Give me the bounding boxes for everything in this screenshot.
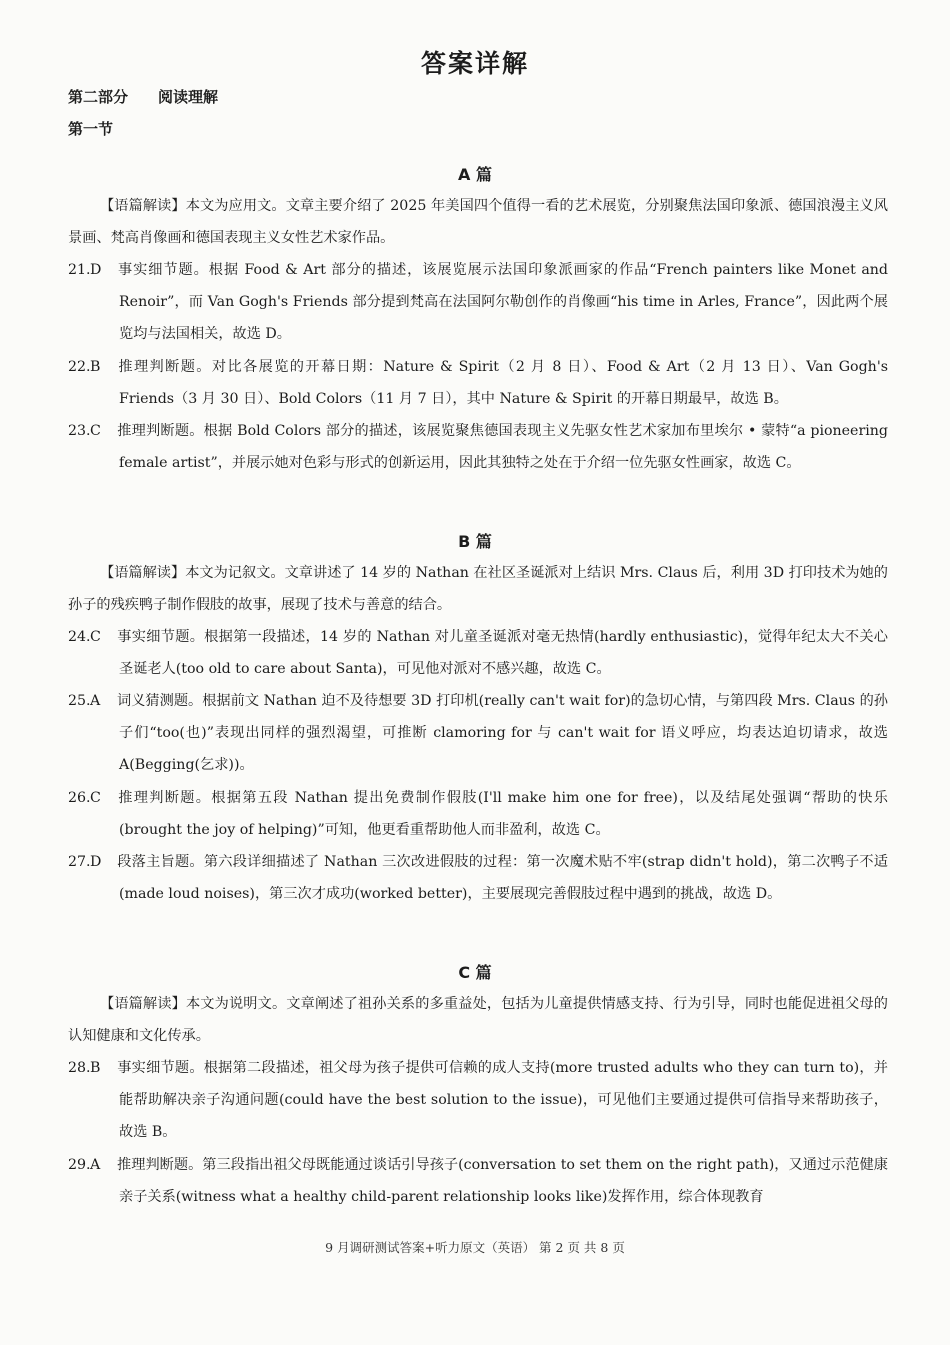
page-footer: 9 月调研测试答案+听力原文（英语） 第 2 页 共 8 页 — [325, 1240, 625, 1255]
answer-item — [68, 351, 888, 415]
answer-key: C — [90, 629, 101, 645]
answer-item — [68, 1149, 888, 1213]
passage-c-intro: 【语篇解读】本文为说明文。文章阐述了祖孙关系的多重益处，包括为儿童提供情感支持、行为引导，同时也能促进祖父母的认知健康和文化传承。 — [68, 996, 888, 1044]
answer-item — [68, 685, 888, 781]
answer-number: 22. — [68, 359, 91, 375]
part-header — [68, 86, 218, 107]
answer-key: A — [90, 693, 101, 709]
answer-item — [68, 846, 888, 910]
answer-explanation: 词义猜测题。根据前文 Nathan 迫不及待想要 3D 打印机(really can't wait for)的急切心情，与第四段 Mrs. Claus 的孙子们“too(也)”表现出同样的强烈渴望，可推断 clamoring for 与 can't wait for 语义呼应，均表达迫切请求，故选 A(Begging(乞求))。 — [117, 693, 888, 773]
part-name: 阅读理解 — [158, 88, 219, 106]
answer-number: 26. — [68, 790, 91, 806]
answer-number: 27. — [68, 854, 91, 870]
answer-number: 29. — [68, 1157, 91, 1173]
answer-explanation: 推理判断题。第三段指出祖父母既能通过谈话引导孩子(conversation to set them on the right path)，又通过示范健康亲子关系(witness what a healthy child-parent relationship looks like)发挥作用，综合体现教育 — [117, 1157, 888, 1205]
passage-a-heading: A 篇 — [458, 165, 492, 184]
answer-key: D — [90, 262, 102, 278]
answer-number: 28. — [68, 1060, 91, 1076]
passage-b-heading: B 篇 — [458, 532, 492, 551]
answer-key: A — [90, 1157, 101, 1173]
answer-key: C — [90, 423, 101, 439]
passage-c-heading: C 篇 — [458, 963, 492, 982]
answer-explanation: 段落主旨题。第六段详细描述了 Nathan 三次改进假肢的过程：第一次魔术贴不牢(strap didn't hold)，第二次鸭子不适(made loud noises)，第三次才成功(worked better)，主要展现完善假肢过程中遇到的挑战，故选 D。 — [117, 854, 888, 902]
page-title: 答案详解 — [420, 49, 529, 78]
passage-b-intro: 【语篇解读】本文为记叙文。文章讲述了 14 岁的 Nathan 在社区圣诞派对上结识 Mrs. Claus 后，利用 3D 打印技术为她的孙子的残疾鸭子制作假肢的故事，展现了技术与善意的结合。 — [68, 565, 888, 613]
answer-number: 25. — [68, 693, 91, 709]
answer-number: 21. — [68, 262, 91, 278]
answer-number: 24. — [68, 629, 91, 645]
answer-key: B — [90, 359, 101, 375]
section-header: 第一节 — [68, 120, 114, 138]
answer-number: 23. — [68, 423, 91, 439]
answer-explanation: 推理判断题。根据 Bold Colors 部分的描述，该展览聚焦德国表现主义先驱女性艺术家加布里埃尔 • 蒙特“a pioneering female artist”，并展示她对色彩与形式的创新运用，因此其独特之处在于介绍一位先驱女性画家，故选 C。 — [117, 423, 888, 471]
answer-item — [68, 415, 888, 479]
answer-key: D — [90, 854, 102, 870]
answer-item — [68, 1052, 888, 1148]
answer-key: B — [90, 1060, 101, 1076]
answer-explanation: 推理判断题。对比各展览的开幕日期：Nature & Spirit（2 月 8 日）、Food & Art（2 月 13 日）、Van Gogh's Friends（3 月 30 日）、Bold Colors（11 月 7 日），其中 Nature & Spirit 的开幕日期最早，故选 B。 — [117, 359, 888, 407]
answer-key: C — [90, 790, 101, 806]
answer-item — [68, 254, 888, 350]
answer-explanation: 事实细节题。根据第二段描述，祖父母为孩子提供可信赖的成人支持(more trusted adults who they can turn to)，并能帮助解决亲子沟通问题(could have the best solution to the issue)，可见他们主要通过提供可信指导来帮助孩子，故选 B。 — [117, 1060, 888, 1140]
answer-explanation: 事实细节题。根据 Food & Art 部分的描述，该展览展示法国印象派画家的作品“French painters like Monet and Renoir”，而 Van Gogh's Friends 部分提到梵高在法国阿尔勒创作的肖像画“his time in Arles, France”，因此两个展览均与法国相关，故选 D。 — [117, 262, 888, 342]
answer-explanation: 推理判断题。根据第五段 Nathan 提出免费制作假肢(I'll make him one for free)，以及结尾处强调“帮助的快乐(brought the joy of helping)”可知，他更看重帮助他人而非盈利，故选 C。 — [117, 790, 888, 838]
answer-item — [68, 621, 888, 685]
answer-item — [68, 782, 888, 846]
part-label: 第二部分 — [68, 88, 129, 106]
passage-a-intro: 【语篇解读】本文为应用文。文章主要介绍了 2025 年美国四个值得一看的艺术展览，分别聚焦法国印象派、德国浪漫主义风景画、梵高肖像画和德国表现主义女性艺术家作品。 — [68, 198, 888, 246]
answer-explanation: 事实细节题。根据第一段描述，14 岁的 Nathan 对儿童圣诞派对毫无热情(hardly enthusiastic)，觉得年纪太大不关心圣诞老人(too old to care about Santa)，可见他对派对不感兴趣，故选 C。 — [117, 629, 888, 677]
